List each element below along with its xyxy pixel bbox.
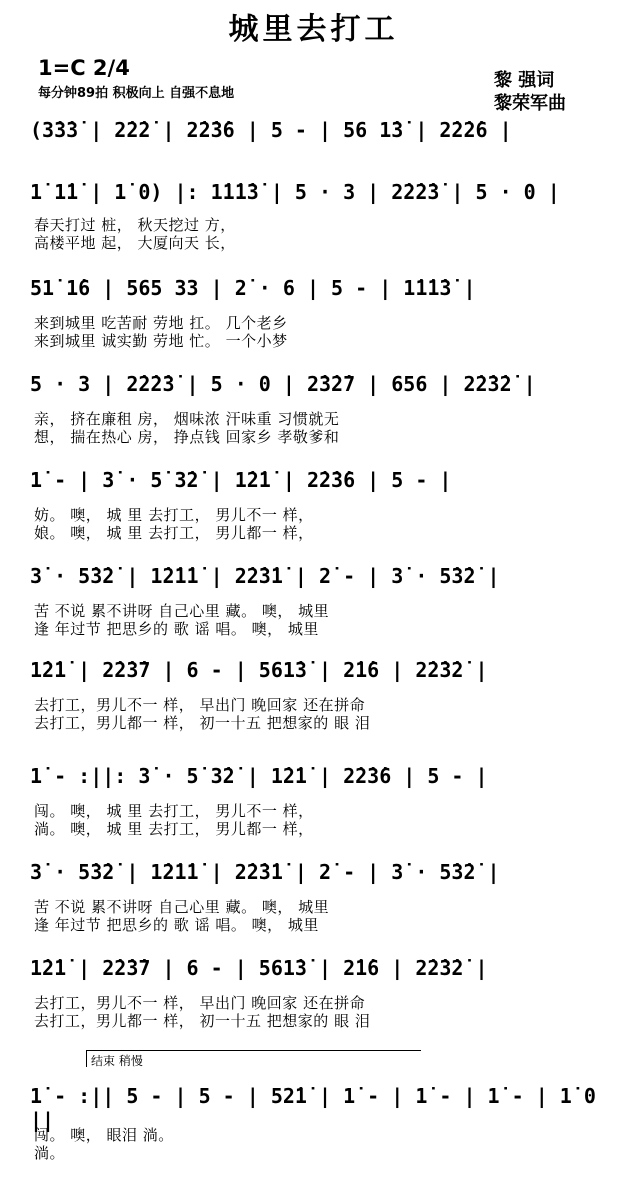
lyric-verse-2: 想， 揣在热心 房， 挣点钱 回家乡 孝敬爹和 (34, 428, 340, 446)
lyric-verse-1: 春天打过 桩， 秋天挖过 方， (34, 216, 236, 234)
staff-line-7: 1̇2̇1̇ | 2̇2̇3̇7 | 6 - | 561̇3̇ | 2̇1̇6 | 2̇2̇3̇2̇ | (30, 658, 488, 682)
lyric-verse-1: 苦 不说 累不讲呀 自己心里 藏。 噢， 城里 (34, 898, 330, 916)
ending-label: 结束 稍慢 (91, 1054, 143, 1068)
lyric-verse-1: 妨。 噢， 城 里 去打工， 男儿不一 样， (34, 506, 314, 524)
page-title: 城里去打工 (228, 12, 399, 47)
lyric-verse-2: 逢 年过节 把思乡的 歌 谣 唱。 噢， 城里 (34, 620, 319, 638)
staff-line-10: 1̇2̇1̇ | 2̇2̇3̇7 | 6 - | 561̇3̇ | 2̇1̇6 | 2̇2̇3̇2̇ | (30, 956, 488, 980)
lyric-verse-2: 逢 年过节 把思乡的 歌 谣 唱。 噢， 城里 (34, 916, 319, 934)
lyric-verse-2: 来到城里 诚实勤 劳地 忙。 一个小梦 (34, 332, 288, 350)
lyric-verse-1: 来到城里 吃苦耐 劳地 扛。 几个老乡 (34, 314, 288, 332)
ending-bracket (86, 1050, 421, 1067)
staff-line-11: 1̇ - :|| 5 - | 5 - | 52̇1̇ | 1̇ - | 1̇ - | 1̇ - | 1̇ 0 || (30, 1084, 596, 1132)
lyric-verse-1: 去打工，男儿不一 样， 早出门 晚回家 还在拼命 (34, 994, 366, 1012)
staff-line-3: 51̇ 1̇6 | 565 33 | 2̇ · 6 | 5 - | 1̇1̇1̇3̇ | (30, 276, 476, 300)
lyric-verse-2: 去打工，男儿都一 样， 初一十五 把想家的 眼 泪 (34, 1012, 371, 1030)
staff-line-1: (3̇3̇3̇ | 2̇2̇2̇ | 2̇2̇3̇6 | 5 - | 56 1̇3̇ | 2̇2̇2̇6 | (30, 118, 512, 142)
key-signature: 1=C 2/4 (38, 56, 130, 80)
staff-line-8: 1̇ - :||: 3̇ · 5̇ 3̇2̇ | 1̇2̇1̇ | 2̇2̇3̇6 | 5 - | (30, 764, 488, 788)
composer-credit: 黎荣军曲 (494, 93, 566, 114)
lyric-verse-1: 亲， 挤在廉租 房， 烟味浓 汗味重 习惯就无 (34, 410, 340, 428)
lyric-verse-1: 闯。 噢， 城 里 去打工， 男儿不一 样， (34, 802, 314, 820)
tempo-marking: 每分钟89拍 积极向上 自强不息地 (38, 86, 235, 101)
staff-line-5: 1̇ - | 3̇ · 5̇ 3̇2̇ | 1̇2̇1̇ | 2̇2̇3̇6 | 5 - | (30, 468, 452, 492)
staff-line-6: 3̇ · 5̇3̇2̇ | 1̇2̇1̇1̇ | 2̇2̇3̇1̇ | 2̇ - | 3̇ · 5̇3̇2̇ | (30, 564, 500, 588)
lyric-verse-2: 淌。 (34, 1144, 66, 1162)
lyricist-credit: 黎 强词 (494, 70, 555, 91)
staff-line-4: 5 · 3 | 2̇2̇2̇3̇ | 5 · 0 | 2̇3̇2̇7 | 656 | 2̇2̇3̇2̇ | (30, 372, 536, 396)
lyric-verse-2: 去打工，男儿都一 样， 初一十五 把想家的 眼 泪 (34, 714, 371, 732)
lyric-verse-1: 苦 不说 累不讲呀 自己心里 藏。 噢， 城里 (34, 602, 330, 620)
staff-line-9: 3̇ · 5̇3̇2̇ | 1̇2̇1̇1̇ | 2̇2̇3̇1̇ | 2̇ - | 3̇ · 5̇3̇2̇ | (30, 860, 500, 884)
lyric-verse-2: 高楼平地 起， 大厦向天 长， (34, 234, 236, 252)
lyric-verse-1: 闯。 噢， 眼泪 淌。 (34, 1126, 174, 1144)
staff-line-2: 1̇ 1̇1̇ | 1̇ 0) |: 1̇1̇1̇3̇ | 5 · 3 | 2̇2̇2̇3̇ | 5 · 0 | (30, 180, 560, 204)
lyric-verse-2: 淌。 噢， 城 里 去打工， 男儿都一 样， (34, 820, 314, 838)
lyric-verse-2: 娘。 噢， 城 里 去打工， 男儿都一 样， (34, 524, 314, 542)
lyric-verse-1: 去打工，男儿不一 样， 早出门 晚回家 还在拼命 (34, 696, 366, 714)
